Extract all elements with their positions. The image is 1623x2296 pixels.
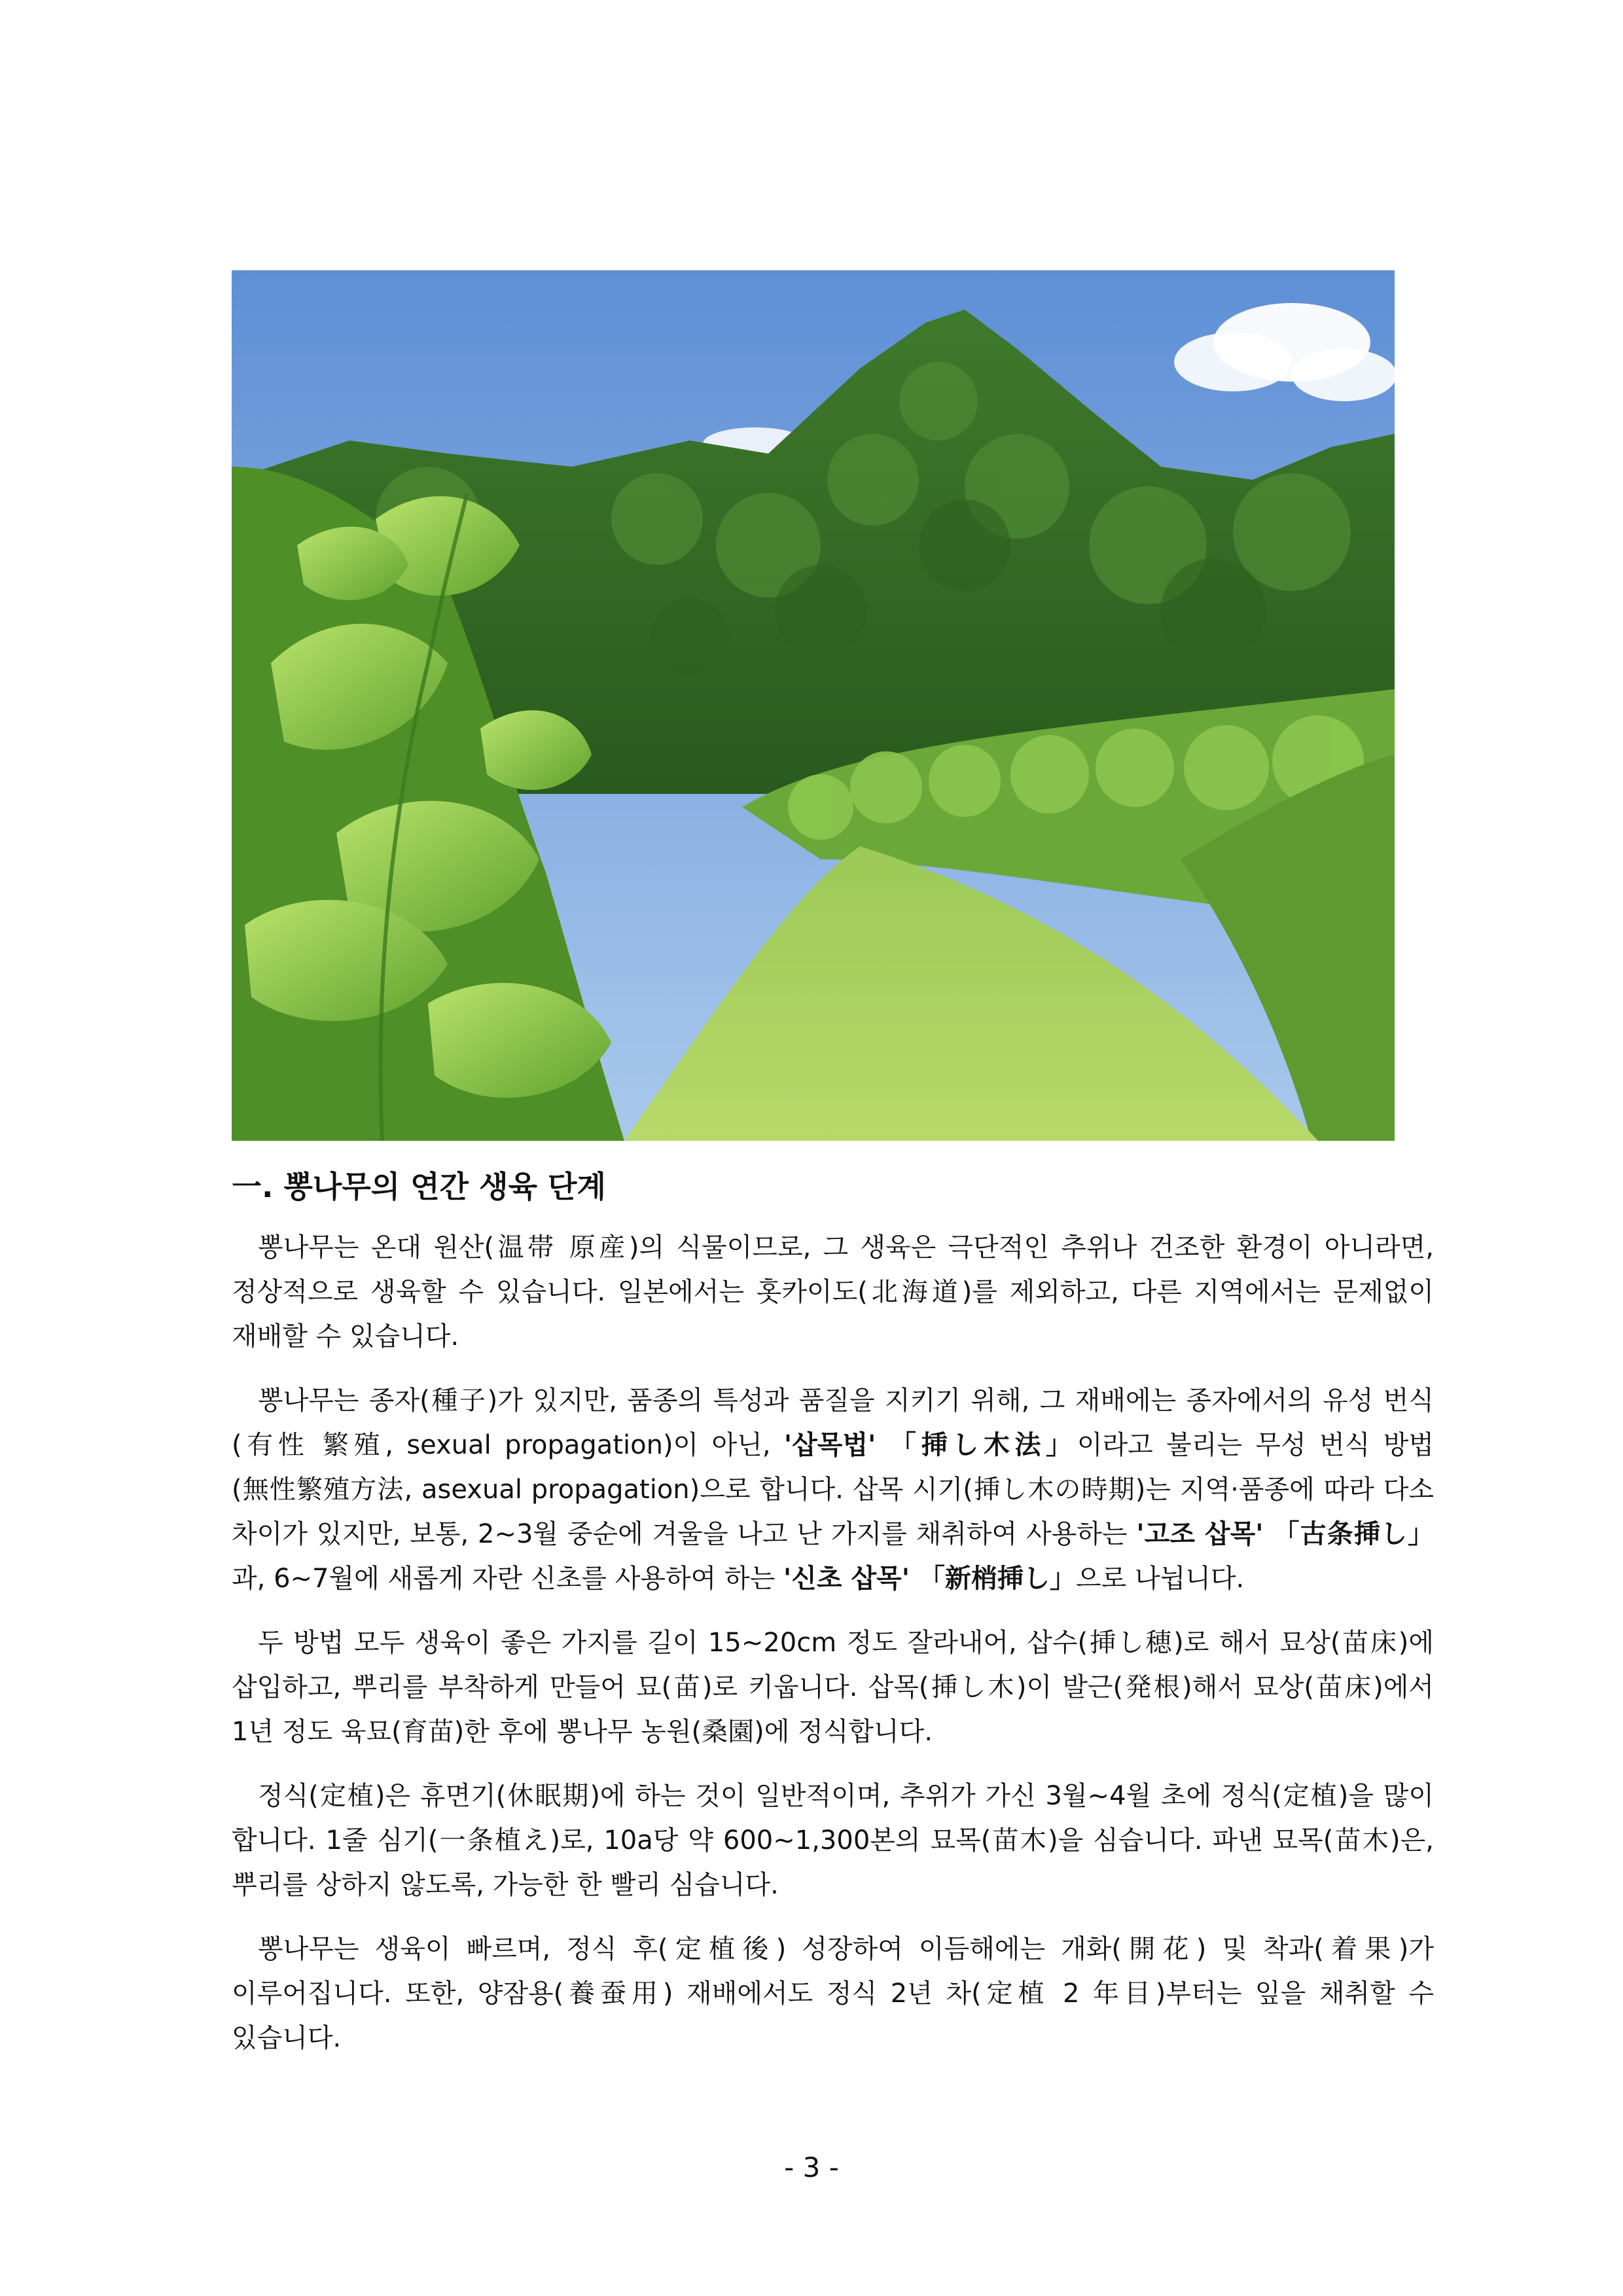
paragraph-4: 정식(定植)은 휴면기(休眠期)에 하는 것이 일반적이며, 추위가 가신 3월~4월 초에 정식(定植)을 많이 합니다. 1줄 심기(一条植え)로, 10a당 약 600~1,300본의 묘목(苗木)을 심습니다. 파낸 묘목(苗木)은, 뿌리를 상하지 않도록, 가능한 한 빨리 심습니다. (232, 1781, 1434, 1900)
paragraph-2-text-4: 으로 나뉩니다. (1075, 1564, 1245, 1594)
paragraph-2 (232, 1378, 1434, 1601)
paragraph-1: 뽕나무는 온대 원산(温帯 原産)의 식물이므로, 그 생육은 극단적인 추위나 건조한 환경이 아니라면, 정상적으로 생육할 수 있습니다. 일본에서는 홋카이도(北海道)를 제외하고, 다른 지역에서는 문제없이 재배할 수 있습니다. (232, 1232, 1434, 1352)
section-title: 뽕나무의 연간 생육 단계 (283, 1169, 606, 1204)
section-heading (232, 1157, 1397, 1216)
body-text (232, 1225, 1434, 2080)
page-number: - 3 - (784, 2151, 839, 2183)
paragraph-2-text-3: 과, 6~7월에 새롭게 자란 신초를 사용하여 하는 (232, 1564, 784, 1594)
mulberry-field-photo (232, 270, 1395, 1141)
term-old-branch-cutting: '고조 삽목' 「古条挿し」 (1136, 1519, 1434, 1549)
term-cutting-method: '삽목법' 「挿し木法」 (783, 1430, 1077, 1460)
section-number: 一. (232, 1169, 274, 1204)
paragraph-5: 뽕나무는 생육이 빠르며, 정식 후(定植後) 성장하여 이듬해에는 개화(開花) 및 착과(着果)가 이루어집니다. 또한, 양잠용(養蚕用) 재배에서도 정식 2년 차(定植 2 年目)부터는 잎을 채취할 수 있습니다. (232, 1934, 1434, 2053)
paragraph-2-text-1: 뽕나무는 종자(種子)가 있지만, 품종의 특성과 품질을 지키기 위해, 그 재배에는 종자에서의 유성 번식(有性 繁殖, sexual propagation)이 아닌, (232, 1386, 1434, 1460)
paragraph-3: 두 방법 모두 생육이 좋은 가지를 길이 15~20cm 정도 잘라내어, 삽수(挿し穂)로 해서 묘상(苗床)에 삽입하고, 뿌리를 부착하게 만들어 묘(苗)로 키웁니다. 삽목(挿し木)이 발근(発根)해서 묘상(苗床)에서 1년 정도 육묘(育苗)한 후에 뽕나무 농원(桑園)에 정식합니다. (232, 1628, 1434, 1747)
paragraph-2-text-2: 이라고 불리는 무성 번식 방법(無性繁殖方法, asexual propagation)으로 합니다. 삽목 시기(挿し木の時期)는 지역·품종에 따라 다소 차이가 있지만, 보통, 2~3월 중순에 겨울을 나고 난 가지를 채취하여 사용하는 (232, 1430, 1434, 1549)
term-new-shoot-cutting: '신초 삽목' 「新梢挿し」 (783, 1564, 1076, 1594)
